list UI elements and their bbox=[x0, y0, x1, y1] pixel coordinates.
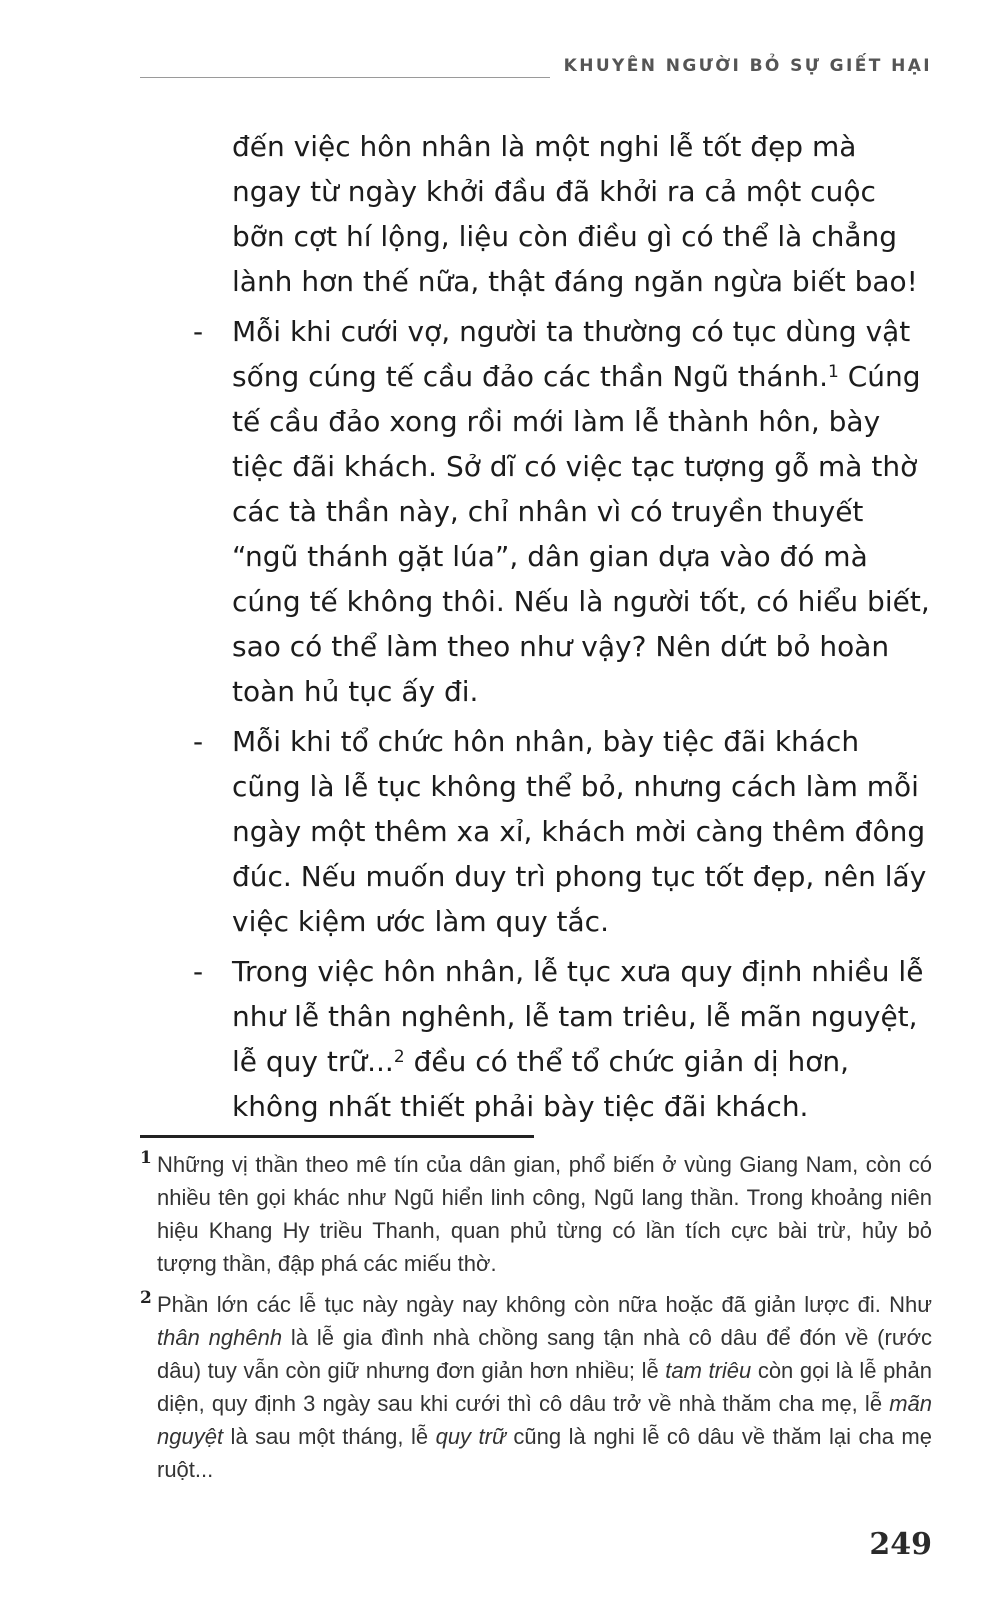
footnotes bbox=[140, 1148, 932, 1494]
list-item-text bbox=[232, 719, 932, 944]
footnote-reference: 2 bbox=[393, 1047, 405, 1067]
footnote-number: 1 bbox=[140, 1148, 152, 1168]
opening-paragraph: đến việc hôn nhân là một nghi lễ tốt đẹp mà ngay từ ngày khởi đầu đã khởi ra cả một cuộc bỡn cợt hí lộng, liệu còn điều gì có thể là chẳng lành hơn thế nữa, thật đáng ngăn ngừa biết bao! bbox=[232, 130, 918, 298]
list-item-text-part: Mỗi khi cưới vợ, người ta thường có tục dùng vật sống cúng tế cầu đảo các thần Ngũ thánh. bbox=[232, 315, 911, 393]
running-header bbox=[140, 56, 932, 84]
footnote-text-part: Phần lớn các lễ tục này ngày nay không còn nữa hoặc đã giản lược đi. Như bbox=[157, 1292, 932, 1317]
footnote bbox=[140, 1288, 932, 1486]
list-dash: - bbox=[193, 725, 204, 758]
header-rule bbox=[140, 77, 550, 78]
footnote-number: 2 bbox=[140, 1288, 152, 1308]
footnote-term: quy trữ bbox=[435, 1424, 506, 1449]
footnote-text: Những vị thần theo mê tín của dân gian, phổ biến ở vùng Giang Nam, còn có nhiều tên gọi khác như Ngũ hiển linh công, Ngũ lang thần. Trong khoảng niên hiệu Khang Hy triều Thanh, quan phủ từng có lần tích cực bài trừ, hủy bỏ tượng thần, đập phá các miếu thờ. bbox=[157, 1152, 932, 1276]
list-item bbox=[193, 949, 932, 1129]
list-item-text bbox=[232, 309, 932, 714]
list-item-text-part: Mỗi khi tổ chức hôn nhân, bày tiệc đãi khách cũng là lễ tục không thể bỏ, nhưng cách làm mỗi ngày một thêm xa xỉ, khách mời càng thêm đông đúc. Nếu muốn duy trì phong tục tốt đẹp, nên lấy việc kiệm ước làm quy tắc. bbox=[232, 725, 927, 938]
footnote-term: mãn nguyệt bbox=[157, 1391, 932, 1449]
list-dash: - bbox=[193, 315, 204, 348]
list-item-text-part: đều có thể tổ chức giản dị hơn, không nhất thiết phải bày tiệc đãi khách. bbox=[232, 1045, 850, 1123]
footnote-text bbox=[157, 1292, 932, 1482]
running-header-title: KHUYÊN NGƯỜI BỎ SỰ GIẾT HẠI bbox=[563, 56, 932, 76]
page-number: 249 bbox=[869, 1527, 932, 1562]
footnote-text-part: cũng là nghi lễ cô dâu về thăm lại cha mẹ ruột... bbox=[157, 1424, 932, 1482]
list-item-text-part: Trong việc hôn nhân, lễ tục xưa quy định nhiều lễ như lễ thân nghênh, lễ tam triêu, lễ mãn nguyệt, lễ quy trữ... bbox=[232, 955, 924, 1078]
footnote bbox=[140, 1148, 932, 1280]
footnote-text-part: còn gọi là lễ phản diện, quy định 3 ngày sau khi cưới thì cô dâu trở về nhà thăm cha mẹ, lễ bbox=[157, 1358, 933, 1416]
footnote-text-part: là lễ gia đình nhà chồng sang tận nhà cô dâu để đón về (rước dâu) tuy vẫn còn giữ nhưng đơn giản hơn nhiều; lễ bbox=[157, 1325, 932, 1383]
list-dash: - bbox=[193, 955, 204, 988]
footnote-separator bbox=[140, 1135, 534, 1138]
list-item-text-part: Cúng tế cầu đảo xong rồi mới làm lễ thành hôn, bày tiệc đãi khách. Sở dĩ có việc tạc tượng gỗ mà thờ các tà thần này, chỉ nhân vì có truyền thuyết “ngũ thánh gặt lúa”, dân gian dựa vào đó mà cúng tế không thôi. Nếu là người tốt, có hiểu biết, sao có thể làm theo như vậy? Nên dứt bỏ hoàn toàn hủ tục ấy đi. bbox=[232, 360, 930, 708]
footnote-term: thân nghênh bbox=[157, 1325, 283, 1350]
footnote-text-part: là sau một tháng, lễ bbox=[223, 1424, 436, 1449]
list-item-text bbox=[232, 949, 932, 1129]
list-item bbox=[193, 719, 932, 944]
footnote-term: tam triêu bbox=[665, 1358, 752, 1383]
list-item bbox=[193, 309, 932, 714]
footnote-reference: 1 bbox=[827, 362, 839, 382]
main-text bbox=[193, 124, 932, 1134]
